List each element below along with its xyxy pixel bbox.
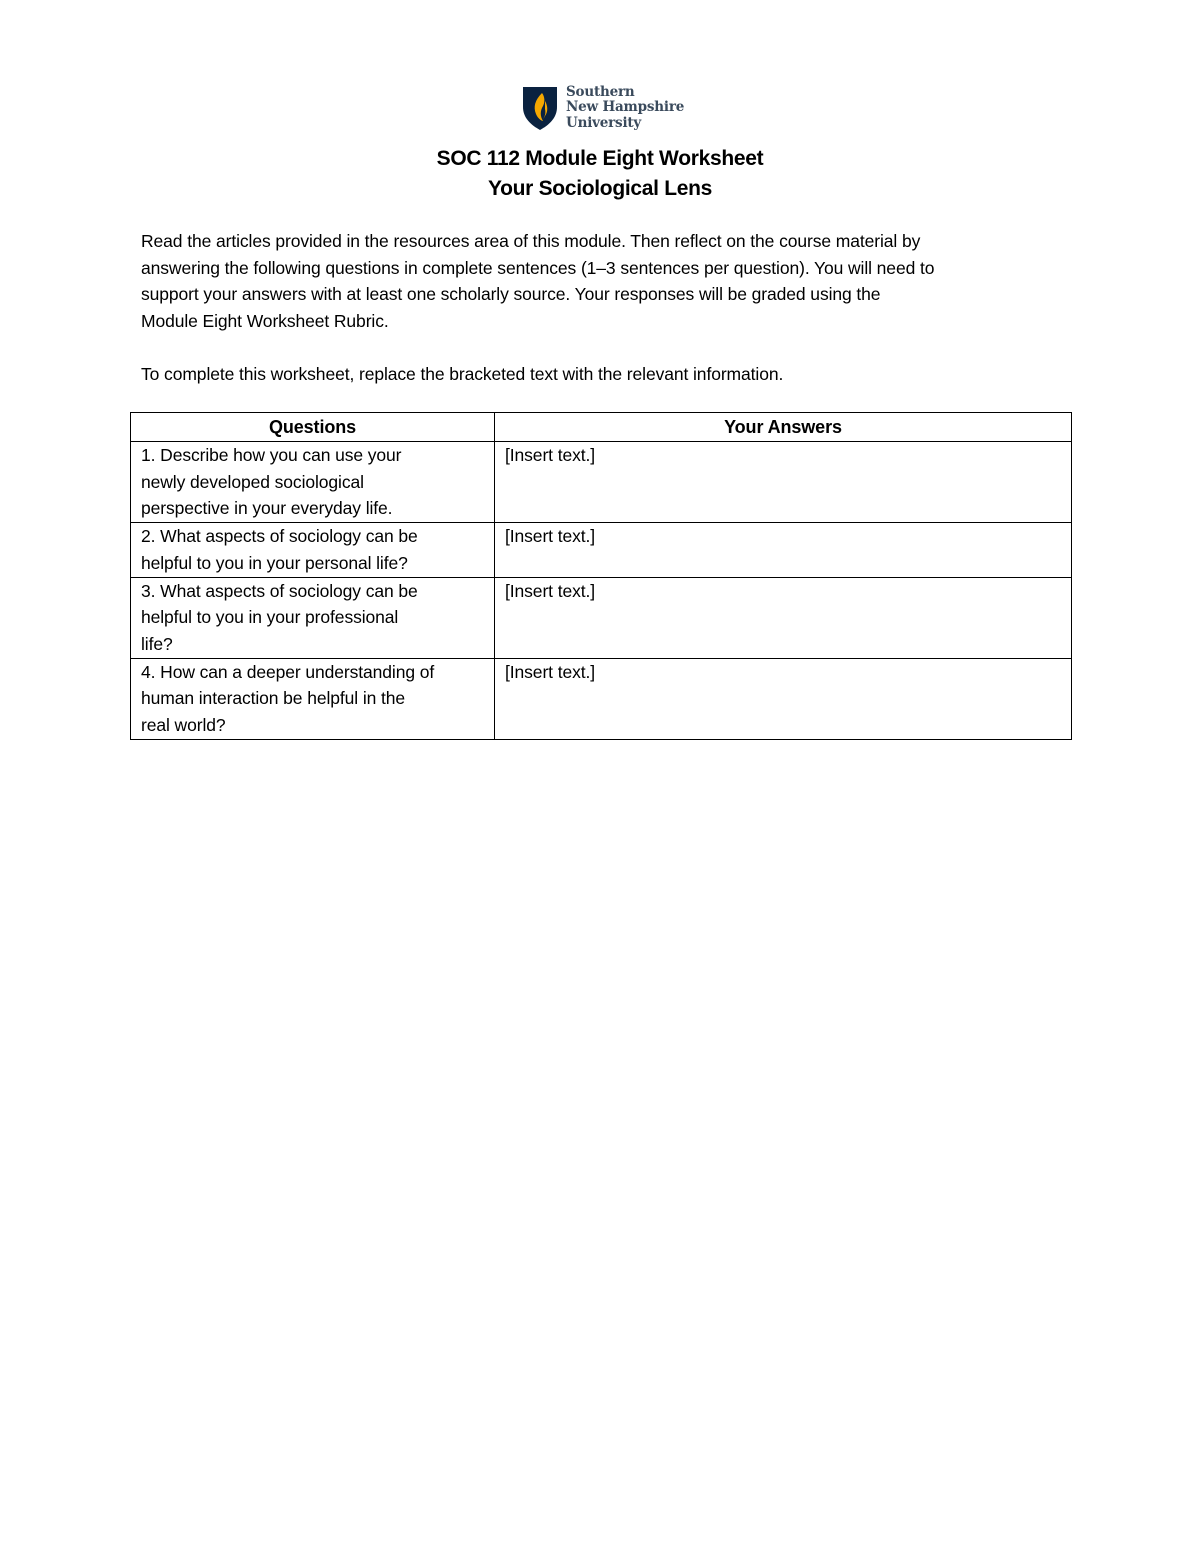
intro-line: answering the following questions in complete sentences (1–3 sentences per question). You will need to [141, 257, 935, 278]
question-line: helpful to you in your professional [141, 607, 399, 628]
logo-line: Southern [566, 83, 635, 100]
table-header-row [131, 413, 1072, 442]
title-line-2: Your Sociological Lens [487, 177, 713, 200]
intro-line: Read the articles provided in the resources area of this module. Then reflect on the course material by [141, 231, 921, 251]
answer-cell[interactable]: [Insert text.] [495, 523, 1072, 577]
answer-cell[interactable]: [Insert text.] [495, 577, 1072, 658]
table-row [131, 442, 1072, 523]
intro-line: Module Eight Worksheet Rubric. [141, 311, 389, 332]
question-cell [131, 523, 495, 577]
table-row [131, 577, 1072, 658]
intro-line: support your answers with at least one scholarly source. Your responses will be graded using the [141, 284, 881, 305]
question-line: human interaction be helpful in the [141, 688, 406, 709]
flame-shield-icon [521, 85, 559, 131]
questions-table [130, 412, 1072, 740]
instruction-paragraph: To complete this worksheet, replace the bracketed text with the relevant information. [141, 364, 784, 384]
question-cell [131, 442, 495, 523]
question-line: 1. Describe how you can use your [141, 445, 402, 465]
question-line: 2. What aspects of sociology can be [141, 526, 418, 547]
question-line: perspective in your everyday life. [141, 498, 393, 519]
answer-cell[interactable]: [Insert text.] [495, 658, 1072, 739]
title-line-1: SOC 112 Module Eight Worksheet [436, 147, 764, 170]
question-line: 4. How can a deeper understanding of [141, 661, 435, 682]
question-cell [131, 577, 495, 658]
university-logo [521, 84, 684, 132]
table-row [131, 658, 1072, 739]
logo-line: University [566, 114, 642, 131]
question-line: real world? [141, 715, 226, 736]
question-cell [131, 658, 495, 739]
question-line: life? [141, 633, 173, 654]
question-line: newly developed sociological [141, 471, 364, 492]
intro-paragraph [141, 228, 1066, 335]
logo-line: New Hampshire [566, 99, 685, 116]
answer-cell[interactable]: [Insert text.] [495, 442, 1072, 523]
logo-wordmark [566, 85, 684, 132]
questions-header: Questions [131, 413, 495, 442]
document-title [0, 144, 1200, 204]
question-line: helpful to you in your personal life? [141, 552, 408, 573]
question-line: 3. What aspects of sociology can be [141, 580, 418, 601]
table-row [131, 523, 1072, 577]
answers-header: Your Answers [495, 413, 1072, 442]
